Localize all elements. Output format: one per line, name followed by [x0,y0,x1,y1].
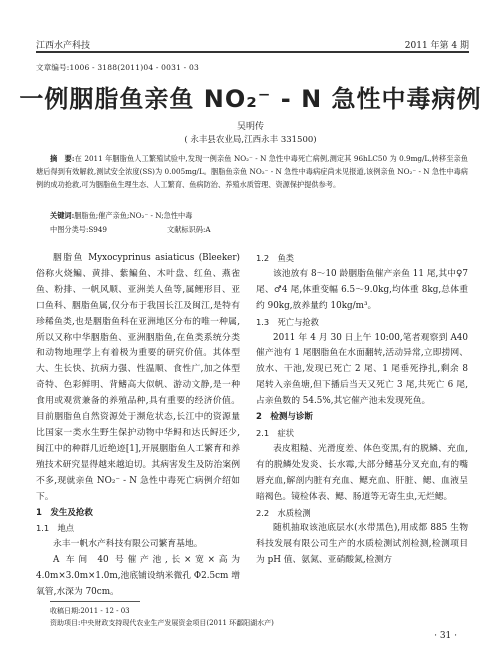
classification [50,225,211,235]
right-column [256,251,468,569]
article-number: 文章编号:1006 - 3188(2011)04 - 0031 - 03 [36,63,199,72]
journal-name: 江西水产科技 [36,41,91,51]
funding-note: 资助项目:中央财政支持现代农业生产发展资金项目(2011 环鄱阳湖水产) [50,619,274,627]
paragraph-1-2: 该池放有 8～10 龄胭脂鱼催产亲鱼 11 尾,其中♀7 尾、♂4 尾,体重变幅 6.5～9.0kg,均体重 8kg,总体重约 90kg,放养量约 10kg/m³。 [256,268,468,311]
abstract-label: 摘 要: [50,154,75,163]
subsection-heading-2-2: 2.2 水质检测 [256,507,311,518]
paragraph-1-1b: A 车间 40 号催产池,长×宽×高为 4.0m×3.0m×1.0m,池底铺设纳米微孔 Φ2.5cm 增氧管,水深为 70cm。 [36,555,240,598]
header-rule [36,51,469,53]
clc-number: 中图分类号:S949 [50,225,108,234]
keywords-text: 胭脂鱼;催产亲鱼;NO₂⁻ - N;急性中毒 [74,211,193,220]
intro-paragraph: 胭脂鱼 Myxocyprinus asiaticus (Bleeker) 俗称火烧鳊、黄排、紫鳊鱼、木叶盘、红鱼、燕雀鱼、粉排、一帆风顺、亚洲美人鱼等,属鲤形目、亚口鱼科、胭脂鱼属,仅分布于我国长江及闽江,是特有珍稀鱼类,也是胭脂鱼科在亚洲地区分布的唯一种属,所以又称中华胭脂鱼、亚洲胭脂鱼,在鱼类系统分类和动物地理学上有着极为重要的研究价值。其体型大、生长快、抗病力强、性温顺、食性广,加之体型奇特、色彩鲜明、背鳍高大似帆、游动文静,是一种食用或观赏兼备的养殖品种,具有重要的经济价值。目前胭脂鱼自然资源处于濒危状态,长江中的资源量比国家一类水生野生保护动物中华鲟和达氏鲟还少,闽江中的种群几近绝迹[1],开展胭脂鱼人工繁育和养殖技术研究显得越来越迫切。其病害发生及防治案例不多,现就亲鱼 NO₂⁻ - N 急性中毒死亡病例介绍如下。 [36,253,240,502]
author: 吴明传 [236,122,264,132]
subsection-heading-2-1: 2.1 症状 [256,427,295,438]
document-code: 文献标识码:A [167,225,211,234]
affiliation: ( 永丰县农业局,江西永丰 331500) [184,135,317,145]
subsection-heading-1-2: 1.2 鱼类 [256,253,295,263]
issue-label: 2011 年第 4 期 [404,41,469,51]
subsection-heading-1-3: 1.3 死亡与抢救 [256,316,319,327]
subsection-heading-1-1: 1.1 地点 [36,523,75,534]
section-heading-1: 1 发生及抢救 [36,507,93,518]
abstract-text: 在 2011 年胭脂鱼人工繁殖试验中,发现一例亲鱼 NO₂⁻ - N 急性中毒死亡病例,测定其 96hLC50 为 0.9mg/L,转移至亲鱼塘后得到有效解救,测试安全浓度(SS)为 0.005mg/L。胭脂鱼亲鱼 NO₂⁻ - N 急性中毒病症尚未见报道,该例亲鱼 NO₂⁻ - N 急性中毒病例的成功抢救,可为胭脂鱼生理生态、人工繁育、鱼病防治、养殖水质管理、资源保护提供参考。 [36,154,468,189]
paragraph-1-3: 2011 年 4 月 30 日上午 10:00,笔者观察到 A40 催产池有 1 尾胭脂鱼在水面翻转,活动异常,立即捞网、放水、干池,发现已死亡 2 尾、1 尾垂死挣扎,剩余 8 尾转入亲鱼塘,但下播后当天又死亡 3 尾,共死亡 6 尾,占亲鱼数的 54.5%,其它催产池未发现死鱼。 [256,332,468,407]
paragraph-2-2: 随机抽取该池底层水(水带黑色),用成都 885 生物科技发展有限公司生产的水质检测试剂检测,检测项目为 pH 值、氨氮、亚硝酸氮,检测方 [256,523,468,566]
paragraph-1-1a: 永丰一帆水产科技有限公司繁育基地。 [53,539,203,550]
received-date: 收稿日期:2011 - 12 - 03 [50,607,130,615]
running-header [36,34,469,50]
paragraph-2-1: 表皮粗糙、光滑度差、体色变黑,有的脱鳞、充血,有的脱鳞处发炎、长水霉,大部分鳍基分叉充血,有的嘴唇充血,解剖内脏有充血、鳃充血、肝脏、鳃、血液呈暗褐色。镜检体表、鳃、肠道等无寄生虫,无烂鳃。 [256,443,468,502]
footnote-rule [50,601,140,602]
keywords-label: 关键词: [50,211,75,220]
page-number: · 31 · [434,631,457,641]
section-heading-2: 2 检测与诊断 [256,412,313,423]
left-column [36,251,240,601]
article-title: 一例胭脂鱼亲鱼 NO₂⁻ - N 急性中毒病例 [19,85,482,113]
abstract [36,152,468,191]
keywords [50,211,192,221]
